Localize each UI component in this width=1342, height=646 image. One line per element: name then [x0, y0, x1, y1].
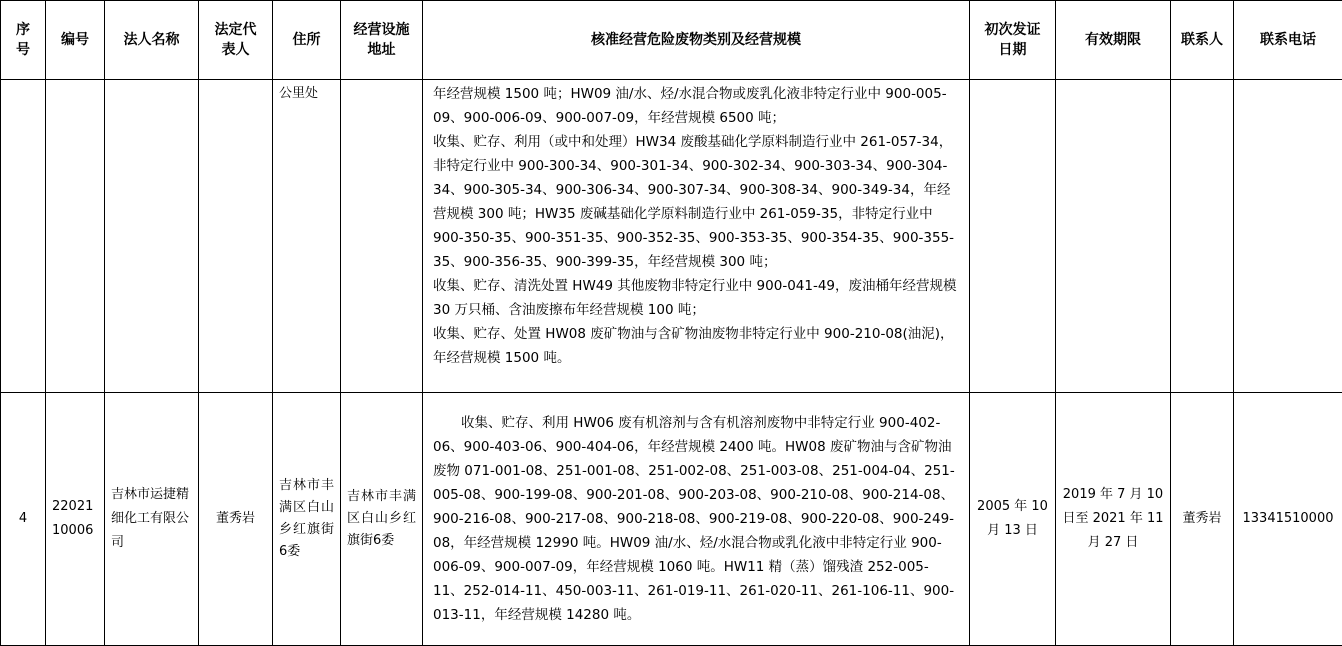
residence-address: 吉林市丰满区白山乡红旗街6委	[273, 393, 341, 646]
legal-representative: 董秀岩	[199, 393, 273, 646]
header-facility: 经营设施地址	[341, 1, 423, 80]
header-row	[1, 1, 1342, 80]
header-scope: 核准经营危险废物类别及经营规模	[423, 1, 970, 80]
company-name: 吉林市运捷精细化工有限公司	[105, 393, 199, 646]
prev-residence: 公里处	[273, 80, 341, 393]
row-seq: 4	[1, 393, 46, 646]
table-row	[1, 393, 1342, 646]
header-rep: 法定代表人	[199, 1, 273, 80]
validity-period: 2019 年 7 月 10 日至 2021 年 11 月 27 日	[1056, 393, 1171, 646]
header-code: 编号	[46, 1, 105, 80]
header-contact: 联系人	[1171, 1, 1234, 80]
scope-line: 收集、贮存、清洗处置 HW49 其他废物非特定行业中 900-041-49，废油桶年经营规模 30 万只桶、含油废擦布年经营规模 100 吨；	[433, 278, 957, 318]
header-phone: 联系电话	[1234, 1, 1342, 80]
contact-phone: 13341510000	[1234, 393, 1342, 646]
header-residence: 住所	[273, 1, 341, 80]
scope-line: 收集、贮存、利用（或中和处理）HW34 废酸基础化学原料制造行业中 261-057-34，非特定行业中 900-300-34、900-301-34、900-302-34、900-303-34、900-304-34、900-305-34、900-306-34、900-307-34、900-308-34、900-349-34，年经营规模 300 吨；HW35 废碱基础化学原料制造行业中 261-059-35，非特定行业中 900-350-35、900-351-35、900-352-35、900-353-35、900-354-35、900-355-35、900-356-35、900-399-35，年经营规模 300 吨；	[433, 134, 955, 270]
contact-person: 董秀岩	[1171, 393, 1234, 646]
header-first-date: 初次发证日期	[970, 1, 1056, 80]
table-row	[1, 80, 1342, 393]
facility-address: 吉林市丰满区白山乡红旗街6委	[341, 393, 423, 646]
row-code: 2202110006	[46, 393, 105, 646]
scope-line: 年经营规模 1500 吨；HW09 油/水、烃/水混合物或废乳化液非特定行业中 900-005-09、900-006-09、900-007-09，年经营规模 6500 吨；	[433, 86, 947, 126]
prev-scope	[423, 80, 970, 393]
header-name: 法人名称	[105, 1, 199, 80]
header-validity: 有效期限	[1056, 1, 1171, 80]
first-issue-date: 2005 年 10 月 13 日	[970, 393, 1056, 646]
scope-line: 收集、贮存、处置 HW08 废矿物油与含矿物油废物非特定行业中 900-210-08(油泥)，年经营规模 1500 吨。	[433, 326, 954, 366]
header-seq: 序号	[1, 1, 46, 80]
scope-text: 收集、贮存、利用 HW06 废有机溶剂与含有机溶剂废物中非特定行业 900-402-06、900-403-06、900-404-06，年经营规模 2400 吨。HW08 废矿物油与含矿物油废物 071-001-08、251-001-08、251-002-08、251-003-08、251-004-04、251-005-08、900-199-08、900-201-08、900-203-08、900-210-08、900-214-08、900-216-08、900-217-08、900-218-08、900-219-08、900-220-08、900-249-08，年经营规模 12990 吨。HW09 油/水、烃/水混合物或乳化液中非特定行业 900-006-09、900-007-09，年经营规模 1060 吨。HW11 精（蒸）馏残渣 252-005-11、252-014-11、450-003-11、261-019-11、261-020-11、261-106-11、900-013-11，年经营规模 14280 吨。	[433, 415, 955, 623]
